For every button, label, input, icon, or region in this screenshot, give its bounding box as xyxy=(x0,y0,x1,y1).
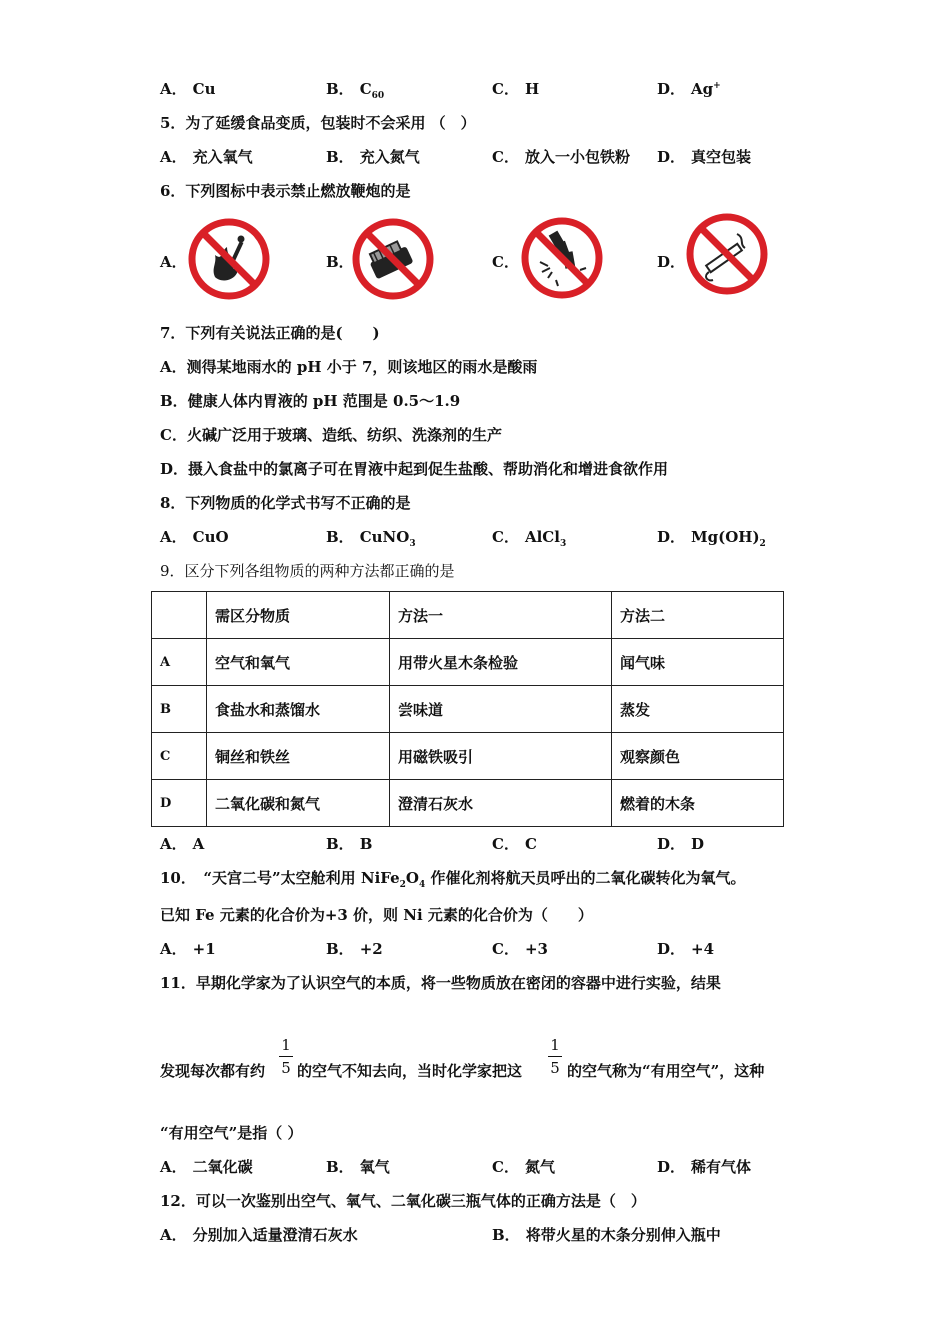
table-header-row xyxy=(152,592,784,639)
fraction-numerator: 1 xyxy=(550,1036,560,1054)
q12-option-b: B． 将带火星的木条分别伸入瓶中 xyxy=(492,1226,721,1244)
table-cell: D xyxy=(152,780,207,827)
q11-stem-2b: 的空气不知去向，当时化学家把这 xyxy=(297,1062,523,1080)
no-smoking-icon xyxy=(683,210,771,298)
q8-option-a: A． CuO xyxy=(160,528,229,546)
q11-option-c: C． 氮气 xyxy=(492,1158,555,1176)
q5-stem: 5．为了延缓食品变质，包装时不会采用 （ ） xyxy=(160,114,476,132)
q5-option-c: C． 放入一小包铁粉 xyxy=(492,148,630,166)
q11-stem-2a: 发现每次都有约 xyxy=(160,1062,266,1080)
table-cell: 用带火星木条检验 xyxy=(390,639,612,686)
fraction-denominator: 5 xyxy=(281,1059,291,1077)
fraction-denominator: 5 xyxy=(550,1059,560,1077)
q11-option-a: A． 二氧化碳 xyxy=(160,1158,253,1176)
q7-option-c: C．火碱广泛用于玻璃、造纸、纺织、洗涤剂的生产 xyxy=(160,426,502,444)
q10-option-d: D． +4 xyxy=(657,940,715,958)
q6-option-b-label: B． xyxy=(326,253,354,271)
table-cell: C xyxy=(152,733,207,780)
table-row xyxy=(152,780,784,827)
q4-option-b: B． $C_{60}$ xyxy=(326,80,385,101)
table-cell: 用磁铁吸引 xyxy=(390,733,612,780)
fraction-numerator: 1 xyxy=(281,1036,291,1054)
q6-option-d-label: D． xyxy=(657,253,686,271)
q6-stem: 6．下列图标中表示禁止燃放鞭炮的是 xyxy=(160,182,411,200)
table-header-cell: 方法二 xyxy=(612,592,784,639)
fraction-one-fifth xyxy=(548,1036,562,1077)
q7-stem: 7．下列有关说法正确的是( ) xyxy=(160,324,380,342)
table-row xyxy=(152,733,784,780)
q5-option-d: D． 真空包装 xyxy=(657,148,752,166)
q6-option-c-label: C． xyxy=(492,253,519,271)
q12-option-a: A． 分别加入适量澄清石灰水 xyxy=(160,1226,358,1244)
table-cell: 空气和氧气 xyxy=(207,639,390,686)
table-cell: 燃着的木条 xyxy=(612,780,784,827)
q10-stem-2: 已知 Fe 元素的化合价为+3 价，则 Ni 元素的化合价为（ ） xyxy=(160,906,593,924)
no-fire-match-icon xyxy=(185,215,273,303)
q9-option-a: A． A xyxy=(160,835,205,853)
q8-option-d: D． $Mg(OH)_2$ xyxy=(657,528,766,549)
q5-option-a: A． 充入氧气 xyxy=(160,148,253,166)
q4-option-a: A． Cu xyxy=(160,80,216,98)
table-cell: 闻气味 xyxy=(612,639,784,686)
table-cell: 铜丝和铁丝 xyxy=(207,733,390,780)
q9-option-d: D． D xyxy=(657,835,705,853)
table-cell xyxy=(152,592,207,639)
q6-option-a-label: A． xyxy=(160,253,187,271)
table-cell: B xyxy=(152,686,207,733)
q8-option-b: B． CuNO$_3$ xyxy=(326,528,416,549)
no-lighter-icon xyxy=(349,215,437,303)
q10-option-a: A． +1 xyxy=(160,940,216,958)
q7-option-a: A．测得某地雨水的 pH 小于 7，则该地区的雨水是酸雨 xyxy=(160,358,538,376)
q9-stem: 9．区分下列各组物质的两种方法都正确的是 xyxy=(160,562,455,580)
q4-option-c: C． H xyxy=(492,80,540,98)
table-row xyxy=(152,686,784,733)
q9-option-c: C． C xyxy=(492,835,537,853)
q10-stem: 10． “天宫二号”太空舱利用 $NiFe_2O_4$ 作催化剂将航天员呼出的二氧化碳转化为氧气。 xyxy=(160,869,746,890)
q11-stem-1: 11．早期化学家为了认识空气的本质，将一些物质放在密闭的容器中进行实验，结果 xyxy=(160,974,721,992)
q7-option-b: B．健康人体内胃液的 pH 范围是 0.5～1.9 xyxy=(160,392,461,410)
table-header-cell: 需区分物质 xyxy=(207,592,390,639)
table-cell: 尝味道 xyxy=(390,686,612,733)
q9-option-b: B． B xyxy=(326,835,373,853)
q12-stem: 12．可以一次鉴别出空气、氧气、二氧化碳三瓶气体的正确方法是（ ） xyxy=(160,1192,646,1210)
q10-option-c: C． +3 xyxy=(492,940,548,958)
table-cell: 二氧化碳和氮气 xyxy=(207,780,390,827)
q11-stem-3: “有用空气”是指（ ） xyxy=(160,1124,303,1142)
table-cell: 食盐水和蒸馏水 xyxy=(207,686,390,733)
table-header-cell: 方法一 xyxy=(390,592,612,639)
q5-option-b: B． 充入氮气 xyxy=(326,148,420,166)
table-cell: 蒸发 xyxy=(612,686,784,733)
table-cell: 澄清石灰水 xyxy=(390,780,612,827)
no-firecrackers-icon xyxy=(518,214,606,302)
q8-stem: 8．下列物质的化学式书写不正确的是 xyxy=(160,494,411,512)
q4-option-d: D． Ag+ xyxy=(657,80,721,98)
table-cell: A xyxy=(152,639,207,686)
fraction-one-fifth xyxy=(279,1036,293,1077)
q11-option-d: D． 稀有气体 xyxy=(657,1158,752,1176)
table-cell: 观察颜色 xyxy=(612,733,784,780)
q11-option-b: B． 氧气 xyxy=(326,1158,390,1176)
q7-option-d: D．摄入食盐中的氯离子可在胃液中起到促生盐酸、帮助消化和增进食欲作用 xyxy=(160,460,669,478)
q10-option-b: B． +2 xyxy=(326,940,383,958)
q11-stem-2c: 的空气称为“有用空气”，这种 xyxy=(567,1062,765,1080)
table-row xyxy=(152,639,784,686)
q9-table xyxy=(151,591,784,827)
q8-option-c: C． AlCl$_3$ xyxy=(492,528,567,549)
